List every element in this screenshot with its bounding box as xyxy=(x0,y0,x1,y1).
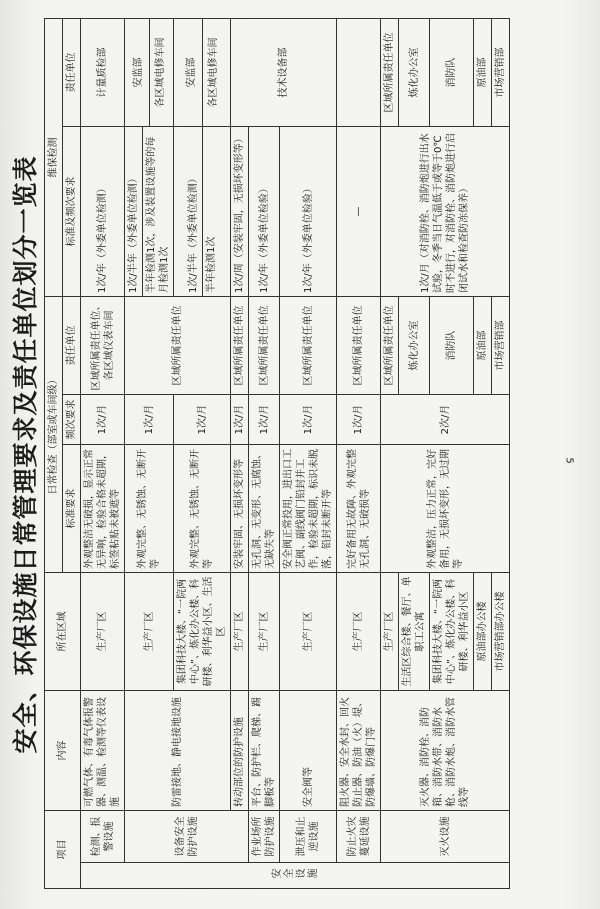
area-cell: 市场营销部办公楼 xyxy=(492,573,510,691)
area-cell: 生产厂区 xyxy=(381,573,399,691)
group-cell: 防止火灾蔓延设施 xyxy=(337,811,381,863)
maint-unit-cell: 技术设备部 xyxy=(231,18,337,126)
standard-cell: 外观整洁无破损，显示正常无异响，检验合格未超期，标签粘贴未被遮等 xyxy=(81,445,125,573)
frequency-cell: 1次/月 xyxy=(249,395,280,445)
standard-cell: 安装牢固、无损坏变形等 xyxy=(231,445,249,573)
header-maintenance: 维保检测 xyxy=(45,18,63,296)
maint-unit-cell: 计量质检部 xyxy=(81,18,125,126)
maint-freq-cell: — xyxy=(337,126,381,296)
header-maint-responsible: 责任单位 xyxy=(63,18,81,126)
frequency-cell: 1次/月 xyxy=(174,395,231,445)
frequency-cell: 1次/月 xyxy=(337,395,381,445)
maint-unit-cell: 市场营销部 xyxy=(492,18,510,126)
header-daily-check: 日常检查（部室或车间级） xyxy=(45,296,63,572)
area-cell: 集团科技大楼、“一院两中心”、炼化办公楼、科研楼、利华益小区 xyxy=(430,573,474,691)
responsibility-table xyxy=(44,18,510,889)
area-cell: 生产厂区 xyxy=(125,573,174,691)
standard-cell: 完好备用无故障、外观完整无孔洞、无破损等 xyxy=(337,445,381,573)
frequency-cell: 1次/月 xyxy=(81,395,125,445)
responsible-cell: 区域所属责任单位 xyxy=(231,296,249,394)
table-row xyxy=(337,18,381,888)
area-cell: 生产厂区 xyxy=(280,573,337,691)
area-cell: 生产厂区 xyxy=(81,573,125,691)
document-title: 安全、环保设施日常管理要求及责任单位划分一览表 xyxy=(11,155,40,754)
responsible-cell: 区域所属责任单位 xyxy=(381,296,399,394)
area-cell: 集团科技大楼、“一院两中心”、炼化办公楼、科研楼、利华益小区、生活区 xyxy=(174,573,231,691)
group-cell: 检测、报警设施 xyxy=(81,811,125,863)
content-cell: 平台、防护栏、爬梯、踢脚板等 xyxy=(249,691,280,811)
standard-cell: 外观完整、无锈蚀、无断开等 xyxy=(174,445,231,573)
content-cell: 灭火器、消防栓、消防箱、消防水带、消防水枪、消防水炮、消防水管线等 xyxy=(381,691,510,811)
frequency-cell: 1次/月 xyxy=(280,395,337,445)
responsible-cell: 消防队 xyxy=(430,296,474,394)
maint-freq-cell: 1次/年（外委单位检验） xyxy=(280,126,337,296)
maint-freq-cell: 1次/半年（外委单位检测） 半年检测1次，涉及装置设施等的每月检测1次 xyxy=(125,126,174,296)
header-responsible: 责任单位 xyxy=(63,296,81,394)
responsible-cell: 原油部 xyxy=(474,296,492,394)
maint-unit-cell: 安监部 各区域电修车间 xyxy=(174,18,231,126)
maint-unit-cell: 安监部 各区域电修车间 xyxy=(125,18,174,126)
table-row xyxy=(231,18,249,888)
maint-freq-cell: 1次/半年（外委单位检测） 半年检测1次 xyxy=(174,126,231,296)
header-frequency: 频次要求 xyxy=(63,395,81,445)
content-cell: 阻火器、安全水封、回火防止器、防油（火）堤、防爆墙、防爆门等 xyxy=(337,691,381,811)
content-cell: 转动部位的防护设施 xyxy=(231,691,249,811)
maint-freq-cell: 1次/年（外委单位检验） xyxy=(249,126,280,296)
standard-cell: 外观整洁，压力正常，完好备用，无损坏变形，无过期等 xyxy=(381,445,510,573)
group-cell: 灭火设施 xyxy=(381,811,510,863)
area-cell: 生产厂区 xyxy=(337,573,381,691)
area-cell: 生活区综合楼、餐厅、单职工公寓 xyxy=(399,573,430,691)
maint-unit-cell: 炼化办公室 xyxy=(399,18,430,126)
header-content: 内容 xyxy=(45,691,81,811)
responsible-cell: 区域所属责任单位 xyxy=(280,296,337,394)
table-row xyxy=(381,18,399,888)
frequency-cell: 1次/月 xyxy=(125,395,174,445)
header-maint-standard: 标准及频次要求 xyxy=(63,126,81,296)
maint-unit-cell xyxy=(337,18,381,126)
maint-unit-cell: 原油部 xyxy=(474,18,492,126)
responsible-cell: 市场营销部 xyxy=(492,296,510,394)
table-row xyxy=(249,18,280,888)
page-number: 5 xyxy=(563,457,575,464)
responsible-cell: 炼化办公室 xyxy=(399,296,430,394)
header-project: 项目 xyxy=(45,811,81,889)
header-area: 所在区域 xyxy=(45,573,81,691)
category-cell: 安全设施 xyxy=(81,863,510,889)
content-cell: 可燃气体、有毒气体报警器、测温、检测等仪表设施 xyxy=(81,691,125,811)
responsible-cell: 区域所属责任单位 xyxy=(249,296,280,394)
group-cell: 作业场所防护设施 xyxy=(249,811,280,863)
header-standard: 标准要求 xyxy=(63,445,81,573)
standard-cell: 外观完整、无锈蚀、无断开等 xyxy=(125,445,174,573)
responsible-cell: 区域所属责任单位、各区域仪表车间 xyxy=(81,296,125,394)
frequency-cell: 1次/月 xyxy=(231,395,249,445)
responsible-cell: 区域所属责任单位 xyxy=(337,296,381,394)
content-cell: 安全阀等 xyxy=(280,691,337,811)
maint-freq-cell: 1次/年（外委单位检测） xyxy=(81,126,125,296)
frequency-cell: 2次/月 xyxy=(381,395,510,445)
area-cell: 原油部办公楼 xyxy=(474,573,492,691)
maint-unit-cell: 消防队 xyxy=(430,18,474,126)
table-row xyxy=(280,18,337,888)
area-cell: 生产厂区 xyxy=(249,573,280,691)
table-row xyxy=(125,18,174,888)
content-cell: 防雷接地、静电接地设施 xyxy=(125,691,231,811)
maint-freq-cell: 1次/周（安装牢固，无损坏变形等） xyxy=(231,126,249,296)
responsible-cell: 区域所属责任单位 xyxy=(125,296,231,394)
header-row-1 xyxy=(45,18,63,888)
group-cell: 设备安全防护设施 xyxy=(125,811,249,863)
group-cell: 泄压和止逆设施 xyxy=(280,811,337,863)
table-row xyxy=(81,18,125,888)
standard-cell: 无孔洞、无变形、无腐蚀、无缺失等 xyxy=(249,445,280,573)
standard-cell: 安全阀正常投用，进出口工艺阀、副线阀门铅封并工作，检验未超期，标识未脱落，铅封未断开等 xyxy=(280,445,337,573)
area-cell: 生产厂区 xyxy=(231,573,249,691)
maint-unit-cell: 区域所属责任单位 xyxy=(381,18,399,126)
maint-freq-cell: 1次/月（对消防栓、消防炮进行出水试验，冬季当日气温低于或等于0℃时不进行，对消防栓、消防炮进行启闭试水和检查防冻保养） xyxy=(381,126,510,296)
